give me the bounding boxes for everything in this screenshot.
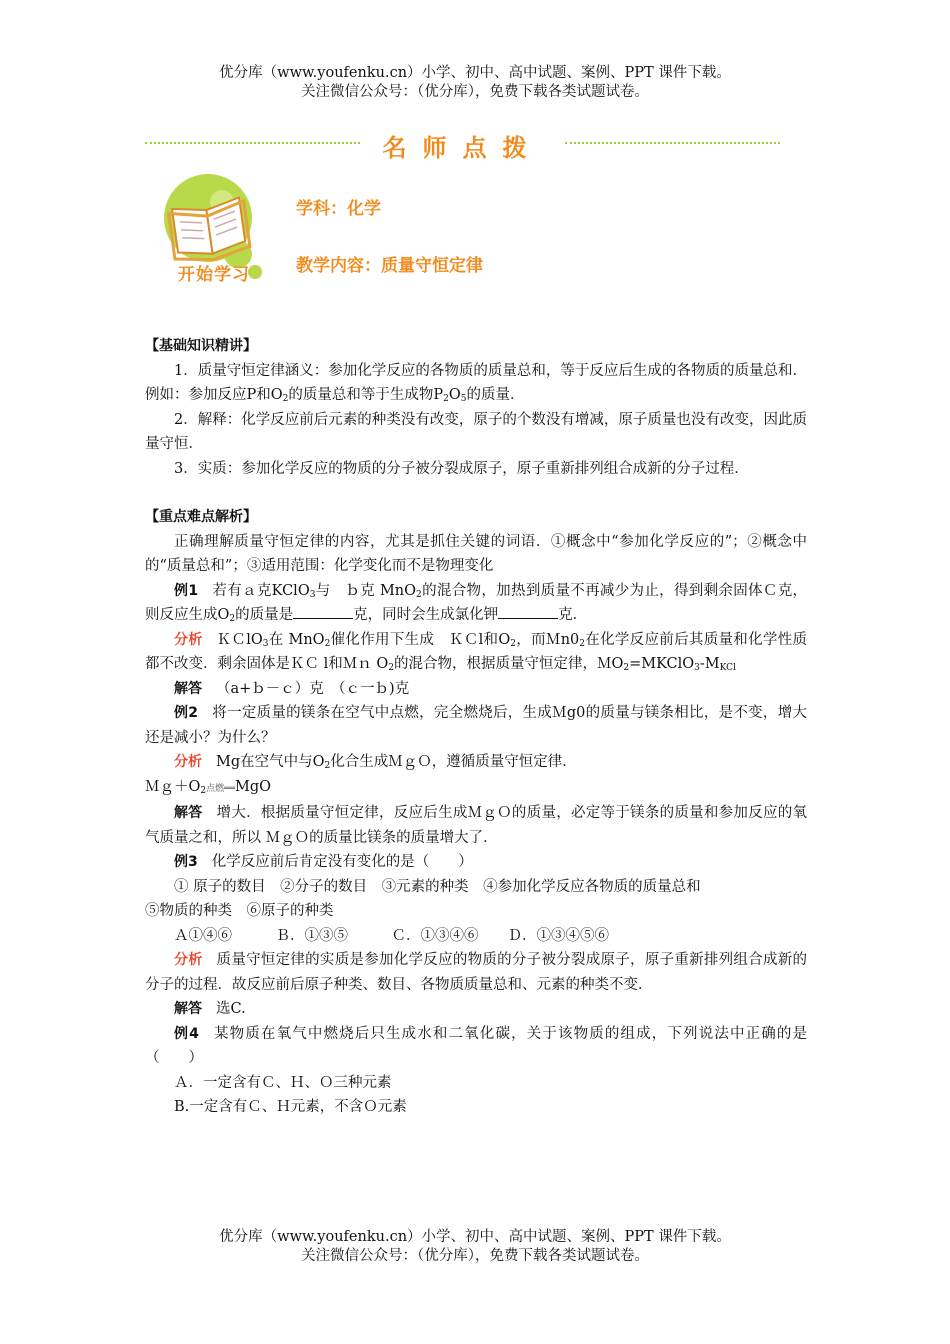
main-content — [145, 334, 807, 1120]
example-3-question: 例3 化学反应前后肯定没有变化的是（ ） — [174, 854, 473, 870]
example-3-items-1: ① 原子的数目 ②分子的数目 ③元素的种类 ④参加化学反应各物质的质量总和 — [174, 878, 701, 895]
section-heading-keypoints: 【重点难点解析】 — [145, 509, 257, 525]
example-2-analysis: 分析 Mg在空气中与$O_2$化合生成ＭｇＯ，遵循质量守恒定律． — [174, 754, 577, 771]
example-2-question: 例2 将一定质量的镁条在空气中点燃，完全燃烧后，生成Ｍg0的质量与镁条相比，是不变，增大还是减小？为什么？ — [145, 705, 807, 746]
content-label: 教学内容：质量守恒定律 — [296, 256, 483, 276]
example-3-items-2: ⑤物质的种类 ⑥原子的种类 — [145, 903, 334, 919]
section-heading-basics: 【基础知识精讲】 — [145, 338, 257, 354]
logo-caption: 开始学习 — [178, 265, 250, 285]
paragraph-1: 1．质量守恒定律涵义：参加化学反应的各物质的质量总和，等于反应后生成的各物质的质量总和．例如：参加反应P和$O_2$的质量总和等于生成物$P_2O_5$的质量． — [145, 362, 807, 404]
chemical-equation: $Mg+O_2$点燃══MgO — [145, 778, 272, 796]
banner-title: 名师点拨 — [382, 134, 543, 162]
answer-blank-1 — [293, 604, 353, 619]
footer-line-1: 优分库（www.youfenku.cn）小学、初中、高中试题、案例、PPT 课件下载。 — [219, 1229, 731, 1245]
example-3-answer: 解答 选C. — [174, 1001, 246, 1017]
example-3-analysis: 分析 质量守恒定律的实质是参加化学反应的物质的分子被分裂成原子，原子重新排列组合成新的分子的过程．故反应前后原子种类、数目、各物质质量总和、元素的种类不变． — [145, 952, 808, 993]
keypoints-intro: 正确理解质量守恒定律的内容，尤其是抓住关键的词语．①概念中“参加化学反应的”；②概念中的“质量总和”；③适用范围：化学变化而不是物理变化 — [145, 533, 807, 574]
header-line-2: 关注微信公众号：（优分库），免费下载各类试题试卷。 — [301, 84, 649, 100]
example-3-options: Ａ①④⑥ Ｂ．①③⑤ Ｃ．①③④⑥ Ｄ．①③④⑤⑥ — [174, 927, 609, 944]
example-4-option-a: Ａ．一定含有Ｃ、Ｈ、Ｏ三种元素 — [174, 1074, 392, 1091]
example-1-question: 例1 若有ａ克KClO$_3$与 ｂ克 MnO$_2$的混合物，加热到质量不再减少为止，得到剩余固体Ｃ克，则反应生成$O_2$的质量是 克，同时会生成氯化钾 克． — [145, 582, 808, 624]
page-header — [0, 64, 950, 102]
example-4-question: 例4 某物质在氧气中燃烧后只生成水和二氧化碳，关于该物质的组成，下列说法中正确的是（ ） — [145, 1025, 808, 1066]
example-1-answer: 解答 （a+ｂ－ｃ）克 （ｃ一ｂ)克 — [174, 680, 410, 697]
example-2-answer: 解答 增大．根据质量守恒定律，反应后生成ＭｇＯ的质量，必定等于镁条的质量和参加反应的氧气质量之和，所以 ＭｇＯ的质量比镁条的质量增大了． — [145, 805, 808, 846]
answer-blank-2 — [498, 604, 558, 619]
subject-label: 学科：化学 — [296, 199, 381, 219]
paragraph-3: 3．实质：参加化学反应的物质的分子被分裂成原子，原子重新排列组合成新的分子过程． — [174, 460, 749, 477]
reaction-arrow: 点燃 — [206, 783, 225, 794]
paragraph-2: 2．解释：化学反应前后元素的种类没有改变，原子的个数没有增减，原子质量也没有改变，因此质量守恒． — [145, 411, 807, 452]
page-footer — [0, 1228, 950, 1266]
example-4-option-b: B.一定含有Ｃ、Ｈ元素，不含Ｏ元素 — [174, 1099, 407, 1115]
header-line-1: 优分库（www.youfenku.cn）小学、初中、高中试题、案例、PPT 课件下载。 — [219, 65, 731, 81]
footer-line-2: 关注微信公众号：（优分库），免费下载各类试题试卷。 — [301, 1248, 649, 1264]
section-banner — [145, 130, 780, 162]
example-1-analysis: 分析 ＫＣlO$_3$在 MnO$_2$催化作用下生成 ＫＣl和$O_2$，而$Mn0_2$在化学反应前后其质量和化学性质都不改变．剩余固体是ＫＣ l和Ｍｎ $O_2$的混合物，根据质量守恒定律，$MO_2=MKClO_3-M_{KCl}$ — [145, 631, 808, 673]
